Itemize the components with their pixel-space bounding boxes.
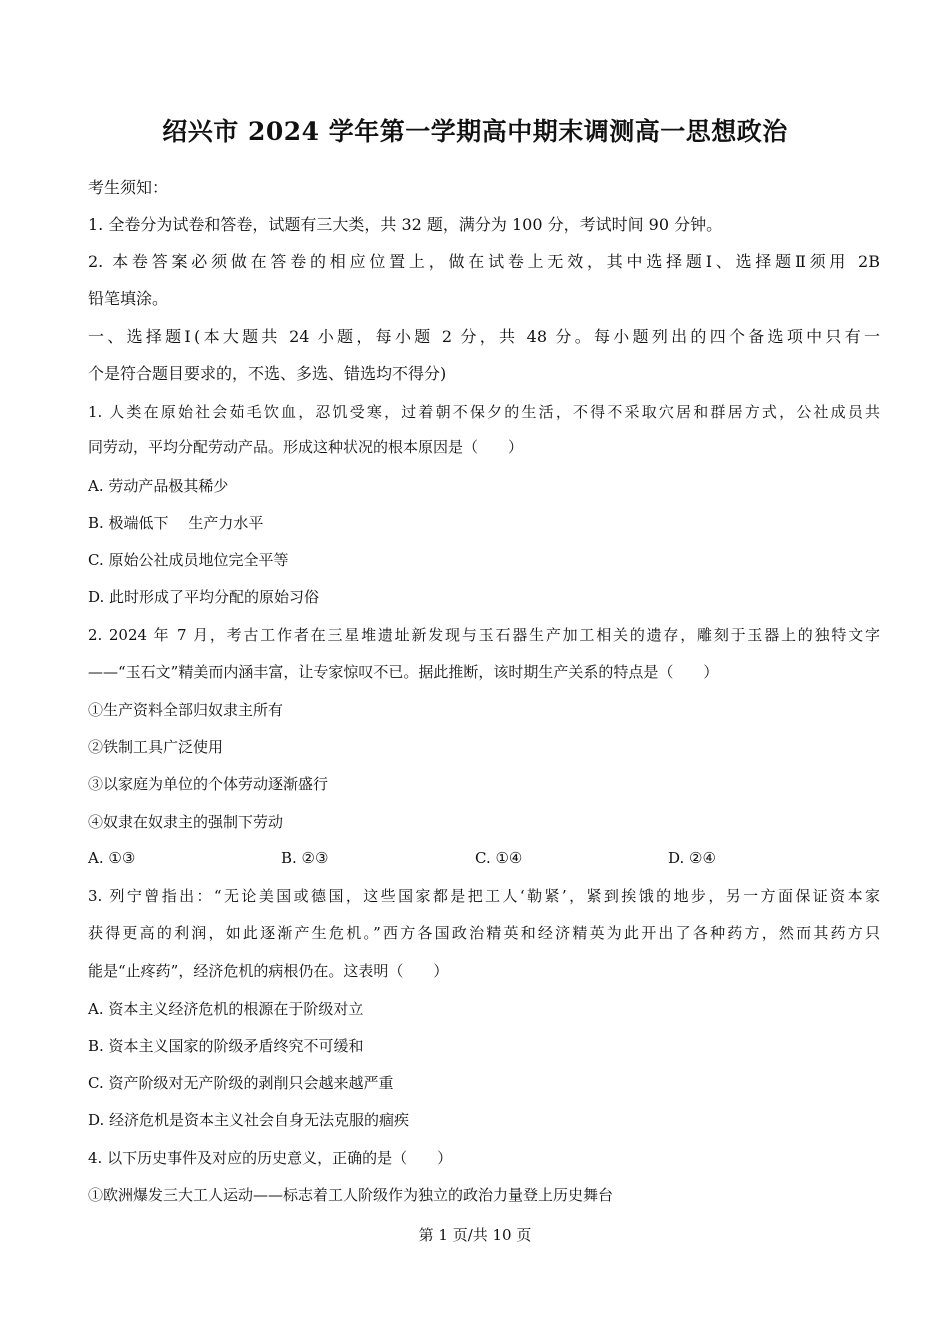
question-1-stem-line-1: 1. 人类在原始社会茹毛饮血，忍饥受寒，过着朝不保夕的生活，不得不采取穴居和群居方式，公社成员共: [88, 403, 880, 421]
question-3-stem-line-2: 获得更高的利润，如此逐渐产生危机。”西方各国政治精英和经济精英为此开出了各种药方，然而其药方只: [88, 924, 880, 942]
question-2-statement-2: ②铁制工具广泛使用: [88, 738, 224, 756]
notice-item-1: 1. 全卷分为试卷和答卷，试题有三大类，共 32 题，满分为 100 分，考试时间 90 分钟。: [88, 215, 723, 234]
question-2-option-b: B. ②③: [281, 849, 329, 867]
question-2-option-d: D. ②④: [668, 849, 716, 867]
notice-item-2-line-1: 2. 本卷答案必须做在答卷的相应位置上，做在试卷上无效，其中选择题Ⅰ、选择题Ⅱ须用 2B: [88, 252, 880, 271]
question-1-stem-line-2: 同劳动，平均分配劳动产品。形成这种状况的根本原因是（ ）: [88, 438, 524, 456]
question-2-option-a: A. ①③: [88, 849, 136, 867]
question-3-option-a: A. 资本主义经济危机的根源在于阶级对立: [88, 1000, 364, 1018]
question-3-stem-line-1: 3. 列宁曾指出：“无论美国或德国，这些国家都是把工人‘勒紧’，紧到挨饿的地步，另一方面保证资本家: [88, 887, 880, 905]
notice-item-2-line-2: 铅笔填涂。: [88, 289, 169, 308]
question-4-stem: 4. 以下历史事件及对应的历史意义，正确的是（ ）: [88, 1149, 453, 1167]
section-1-heading-line-1: 一、选择题Ⅰ(本大题共 24 小题，每小题 2 分，共 48 分。每小题列出的四个备选项中只有一: [88, 327, 880, 346]
question-1-option-d: D. 此时形成了平均分配的原始习俗: [88, 588, 320, 606]
question-2-statement-3: ③以家庭为单位的个体劳动逐渐盛行: [88, 775, 329, 793]
notice-heading: 考生须知：: [88, 178, 169, 197]
page-footer: 第 1 页/共 10 页: [418, 1226, 532, 1244]
question-2-statement-4: ④奴隶在奴隶主的强制下劳动: [88, 813, 284, 831]
question-3-option-d: D. 经济危机是资本主义社会自身无法克服的痼疾: [88, 1111, 410, 1129]
question-1-option-a: A. 劳动产品极其稀少: [88, 477, 229, 495]
question-3-stem-line-3: 能是“止疼药”，经济危机的病根仍在。这表明（ ）: [88, 962, 449, 980]
question-3-option-c: C. 资产阶级对无产阶级的剥削只会越来越严重: [88, 1074, 394, 1092]
page-title: 绍兴市 2024 学年第一学期高中期末调测高一思想政治: [162, 117, 788, 146]
question-2-stem-line-1: 2. 2024 年 7 月，考古工作者在三星堆遗址新发现与玉石器生产加工相关的遗存，雕刻于玉器上的独特文字: [88, 626, 880, 644]
question-2-stem-line-2: ——“玉石文”精美而内涵丰富，让专家惊叹不已。据此推断，该时期生产关系的特点是（ ）: [88, 663, 719, 681]
question-2-option-c: C. ①④: [475, 849, 523, 867]
question-3-option-b: B. 资本主义国家的阶级矛盾终究不可缓和: [88, 1037, 364, 1055]
question-1-option-c: C. 原始公社成员地位完全平等: [88, 551, 289, 569]
question-2-statement-1: ①生产资料全部归奴隶主所有: [88, 701, 284, 719]
section-1-heading-line-2: 个是符合题目要求的，不选、多选、错选均不得分): [88, 364, 447, 383]
question-4-statement-1: ①欧洲爆发三大工人运动——标志着工人阶级作为独立的政治力量登上历史舞台: [88, 1186, 614, 1204]
question-1-option-b: B. 极端低下 生产力水平: [88, 514, 264, 532]
